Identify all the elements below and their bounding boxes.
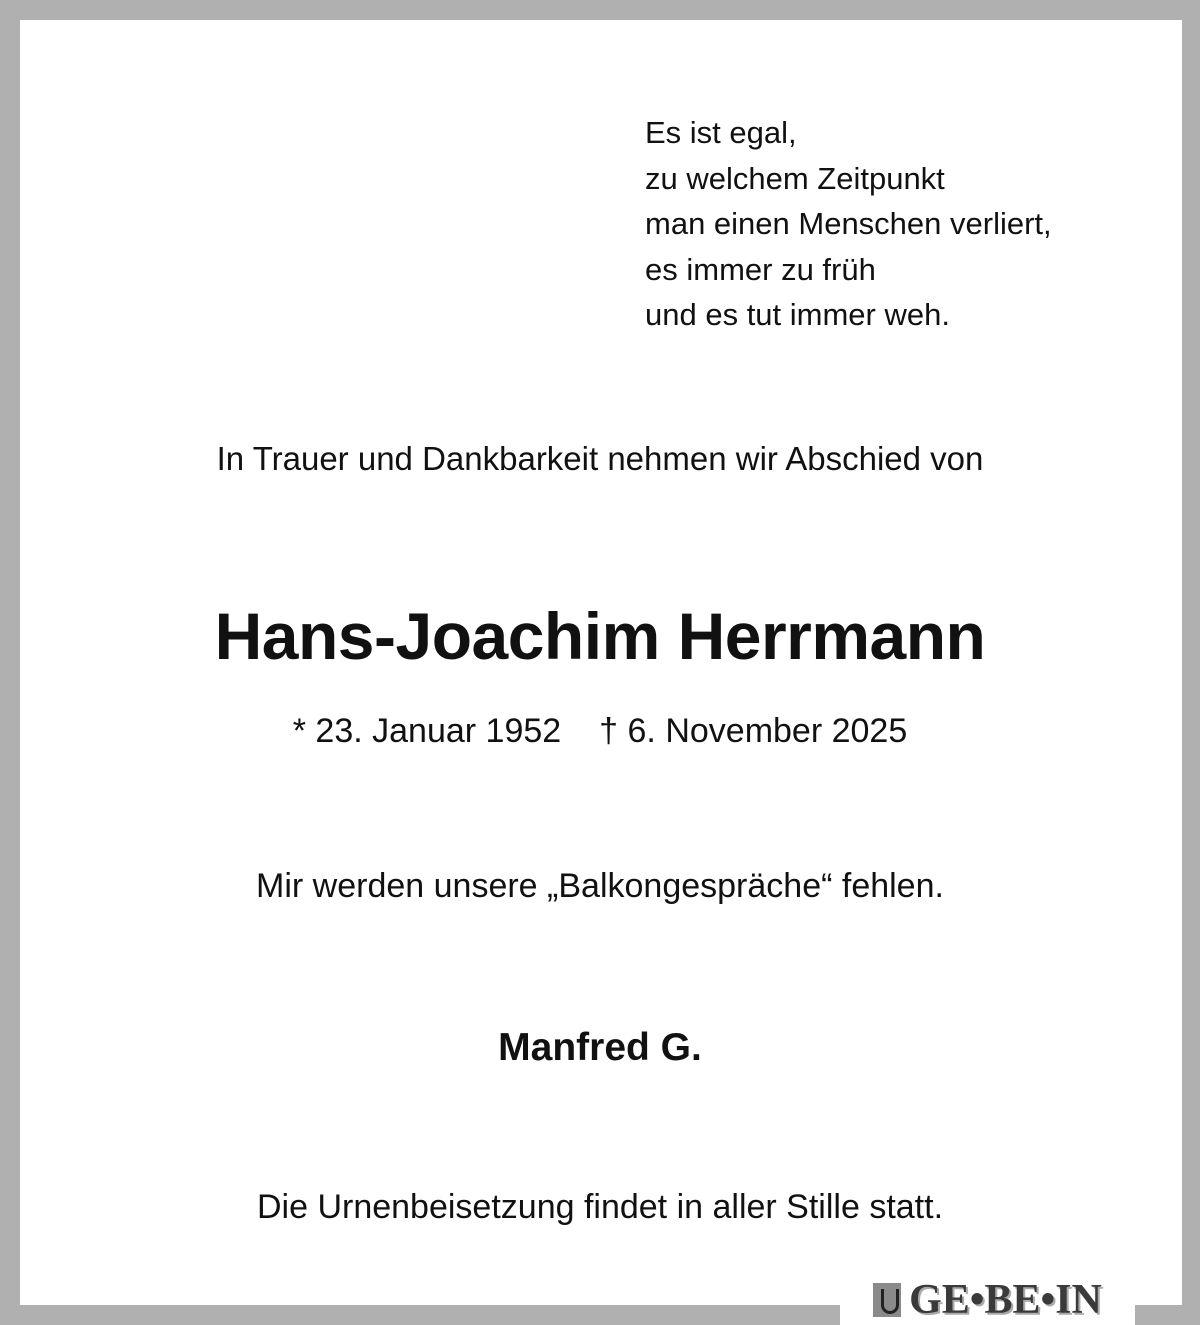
poem-line: und es tut immer weh. bbox=[645, 297, 950, 332]
poem-line: zu welchem Zeitpunkt bbox=[645, 160, 945, 196]
sender-name: Manfred G. bbox=[498, 1026, 702, 1069]
burial-note: Die Urnenbeisetzung findet in aller Stille statt. bbox=[256, 1188, 944, 1226]
gebein-logo bbox=[840, 1275, 1135, 1325]
birth-date: * 23. Januar 1952 bbox=[292, 712, 562, 750]
deceased-name: Hans-Joachim Herrmann bbox=[214, 599, 986, 673]
logo-mark-icon bbox=[873, 1283, 901, 1317]
poem-quote bbox=[645, 110, 1052, 338]
life-dates bbox=[0, 712, 1200, 751]
poem-line: man einen Menschen verliert, bbox=[645, 206, 1052, 241]
poem-line: Es ist egal, bbox=[645, 115, 797, 150]
personal-quote: Mir werden unsere „Balkongespräche“ fehlen. bbox=[256, 867, 944, 905]
poem-line: es immer zu früh bbox=[645, 251, 876, 287]
logo-wordmark: GE•BE•IN bbox=[909, 1277, 1102, 1323]
intro-text: In Trauer und Dankbarkeit nehmen wir Abschied von bbox=[216, 440, 984, 477]
death-date: † 6. November 2025 bbox=[599, 712, 908, 750]
